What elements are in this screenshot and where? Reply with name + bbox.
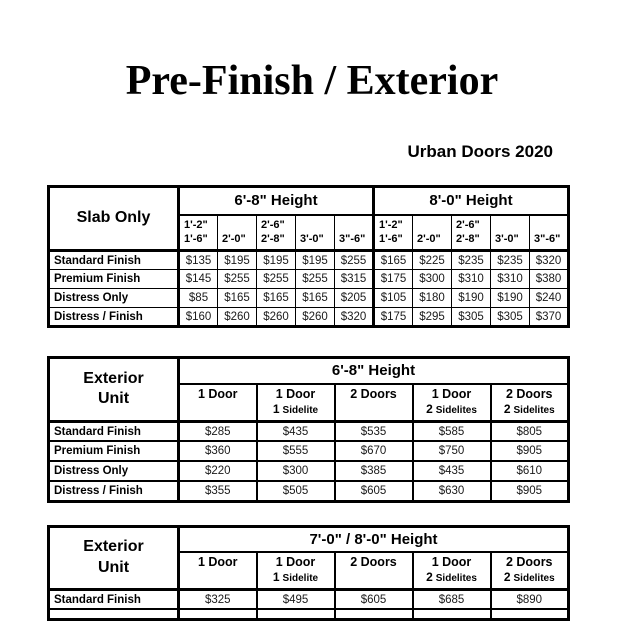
table3-group-header-row — [49, 527, 569, 552]
config-col-header: 2 Doors — [335, 384, 413, 422]
price-cell: $195 — [296, 251, 335, 270]
price-cell: $255 — [218, 270, 257, 289]
price-cell: $255 — [335, 251, 374, 270]
price-cell: $505 — [257, 481, 335, 501]
row-label: Distress Only — [49, 461, 179, 481]
price-cell: $495 — [257, 589, 335, 609]
price-cell: $380 — [530, 270, 569, 289]
exterior-unit-68-table — [47, 356, 570, 503]
width-col-header: 2'-0" — [413, 215, 452, 251]
width-col-header: 1'-2" 1'-6" — [179, 215, 218, 251]
table-row — [49, 589, 569, 609]
price-cell: $905 — [491, 441, 569, 461]
price-cell: $315 — [335, 270, 374, 289]
config-col-header: 1 Door 2 Sidelites — [413, 384, 491, 422]
price-cell: $85 — [179, 289, 218, 308]
price-cell: $165 — [218, 289, 257, 308]
price-cell: $175 — [374, 308, 413, 327]
table-row — [49, 481, 569, 501]
config-col-header: 2 Doors 2 Sidelites — [491, 384, 569, 422]
width-col-header: 2'-6" 2'-8" — [257, 215, 296, 251]
price-cell: $435 — [413, 461, 491, 481]
price-cell: $235 — [452, 251, 491, 270]
price-cell: $585 — [413, 421, 491, 441]
config-col-header: 1 Door 1 Sidelite — [257, 384, 335, 422]
config-col-header: 1 Door 2 Sidelites — [413, 552, 491, 590]
price-cell: $300 — [257, 461, 335, 481]
width-col-header: 2'-6" 2'-8" — [452, 215, 491, 251]
price-cell: $190 — [452, 289, 491, 308]
width-col-header: 2'-0" — [218, 215, 257, 251]
price-cell: $610 — [491, 461, 569, 481]
table-row — [49, 251, 569, 270]
table1-corner-label: Slab Only — [49, 187, 179, 251]
page-title: Pre-Finish / Exterior — [125, 58, 499, 104]
price-cell: $165 — [374, 251, 413, 270]
price-cell: $310 — [491, 270, 530, 289]
price-cell: $195 — [257, 251, 296, 270]
price-cell: $305 — [452, 308, 491, 327]
price-cell: $605 — [335, 481, 413, 501]
price-cell: $240 — [530, 289, 569, 308]
slab-only-table — [47, 185, 570, 328]
price-cell: $370 — [530, 308, 569, 327]
table-row — [49, 441, 569, 461]
price-cell: $325 — [179, 589, 257, 609]
table-row — [49, 270, 569, 289]
doc-edition-label: Urban Doors 2020 — [407, 142, 553, 161]
price-cell: $220 — [179, 461, 257, 481]
price-cell: $320 — [335, 308, 374, 327]
price-cell: $355 — [179, 481, 257, 501]
exterior-unit-70-80-table-wrap — [47, 525, 570, 621]
width-col-header: 1'-2" 1'-6" — [374, 215, 413, 251]
exterior-unit-70-80-table — [47, 525, 570, 621]
price-cell: $685 — [413, 589, 491, 609]
table3-corner-label: Exterior Unit — [49, 527, 179, 590]
price-cell: $300 — [413, 270, 452, 289]
table1-group-80-header: 8'-0" Height — [374, 187, 569, 215]
table2-corner-label: Exterior Unit — [49, 358, 179, 422]
width-col-header: 3'-0" — [296, 215, 335, 251]
price-cell: $145 — [179, 270, 218, 289]
price-cell: $160 — [179, 308, 218, 327]
price-cell: $195 — [218, 251, 257, 270]
slab-only-table-wrap — [47, 185, 570, 328]
price-cell: $360 — [179, 441, 257, 461]
price-cell: $305 — [491, 308, 530, 327]
price-cell: $260 — [218, 308, 257, 327]
price-cell: $535 — [335, 421, 413, 441]
price-cell: $205 — [335, 289, 374, 308]
table3-group-header: 7'-0" / 8'-0" Height — [179, 527, 569, 552]
table2-group-header-row — [49, 358, 569, 384]
price-cell: $260 — [257, 308, 296, 327]
config-col-header: 1 Door — [179, 552, 257, 590]
table-row — [49, 289, 569, 308]
price-cell: $295 — [413, 308, 452, 327]
price-cell: $255 — [296, 270, 335, 289]
price-cell: $190 — [491, 289, 530, 308]
row-label: Standard Finish — [49, 589, 179, 609]
config-col-header: 2 Doors 2 Sidelites — [491, 552, 569, 590]
price-cell: $285 — [179, 421, 257, 441]
price-cell: $260 — [296, 308, 335, 327]
table-row — [49, 421, 569, 441]
row-label: Distress / Finish — [49, 481, 179, 501]
width-col-header: 3'-0" — [491, 215, 530, 251]
width-col-header: 3"-6" — [530, 215, 569, 251]
price-cell: $435 — [257, 421, 335, 441]
price-cell: $105 — [374, 289, 413, 308]
row-label: Standard Finish — [49, 421, 179, 441]
exterior-unit-68-table-wrap — [47, 356, 570, 503]
row-label: Distress / Finish — [49, 308, 179, 327]
price-cell: $165 — [296, 289, 335, 308]
price-cell: $255 — [257, 270, 296, 289]
price-cell: $225 — [413, 251, 452, 270]
row-label: Standard Finish — [49, 251, 179, 270]
price-cell: $165 — [257, 289, 296, 308]
width-col-header: 3"-6" — [335, 215, 374, 251]
row-label: Premium Finish — [49, 270, 179, 289]
table2-group-header: 6'-8" Height — [179, 358, 569, 384]
price-cell: $310 — [452, 270, 491, 289]
row-label: Distress Only — [49, 289, 179, 308]
table-row — [49, 308, 569, 327]
config-col-header: 1 Door — [179, 384, 257, 422]
config-col-header: 1 Door 1 Sidelite — [257, 552, 335, 590]
price-cell: $605 — [335, 589, 413, 609]
table1-group-header-row — [49, 187, 569, 215]
price-cell: $385 — [335, 461, 413, 481]
price-cell: $135 — [179, 251, 218, 270]
price-cell: $630 — [413, 481, 491, 501]
price-cell: $890 — [491, 589, 569, 609]
config-col-header: 2 Doors — [335, 552, 413, 590]
row-label: Premium Finish — [49, 441, 179, 461]
table-row — [49, 461, 569, 481]
price-cell: $180 — [413, 289, 452, 308]
price-cell: $235 — [491, 251, 530, 270]
price-cell: $670 — [335, 441, 413, 461]
price-cell: $555 — [257, 441, 335, 461]
price-cell: $320 — [530, 251, 569, 270]
price-cell: $905 — [491, 481, 569, 501]
price-cell: $750 — [413, 441, 491, 461]
price-cell: $175 — [374, 270, 413, 289]
price-cell: $805 — [491, 421, 569, 441]
table1-group-68-header: 6'-8" Height — [179, 187, 374, 215]
